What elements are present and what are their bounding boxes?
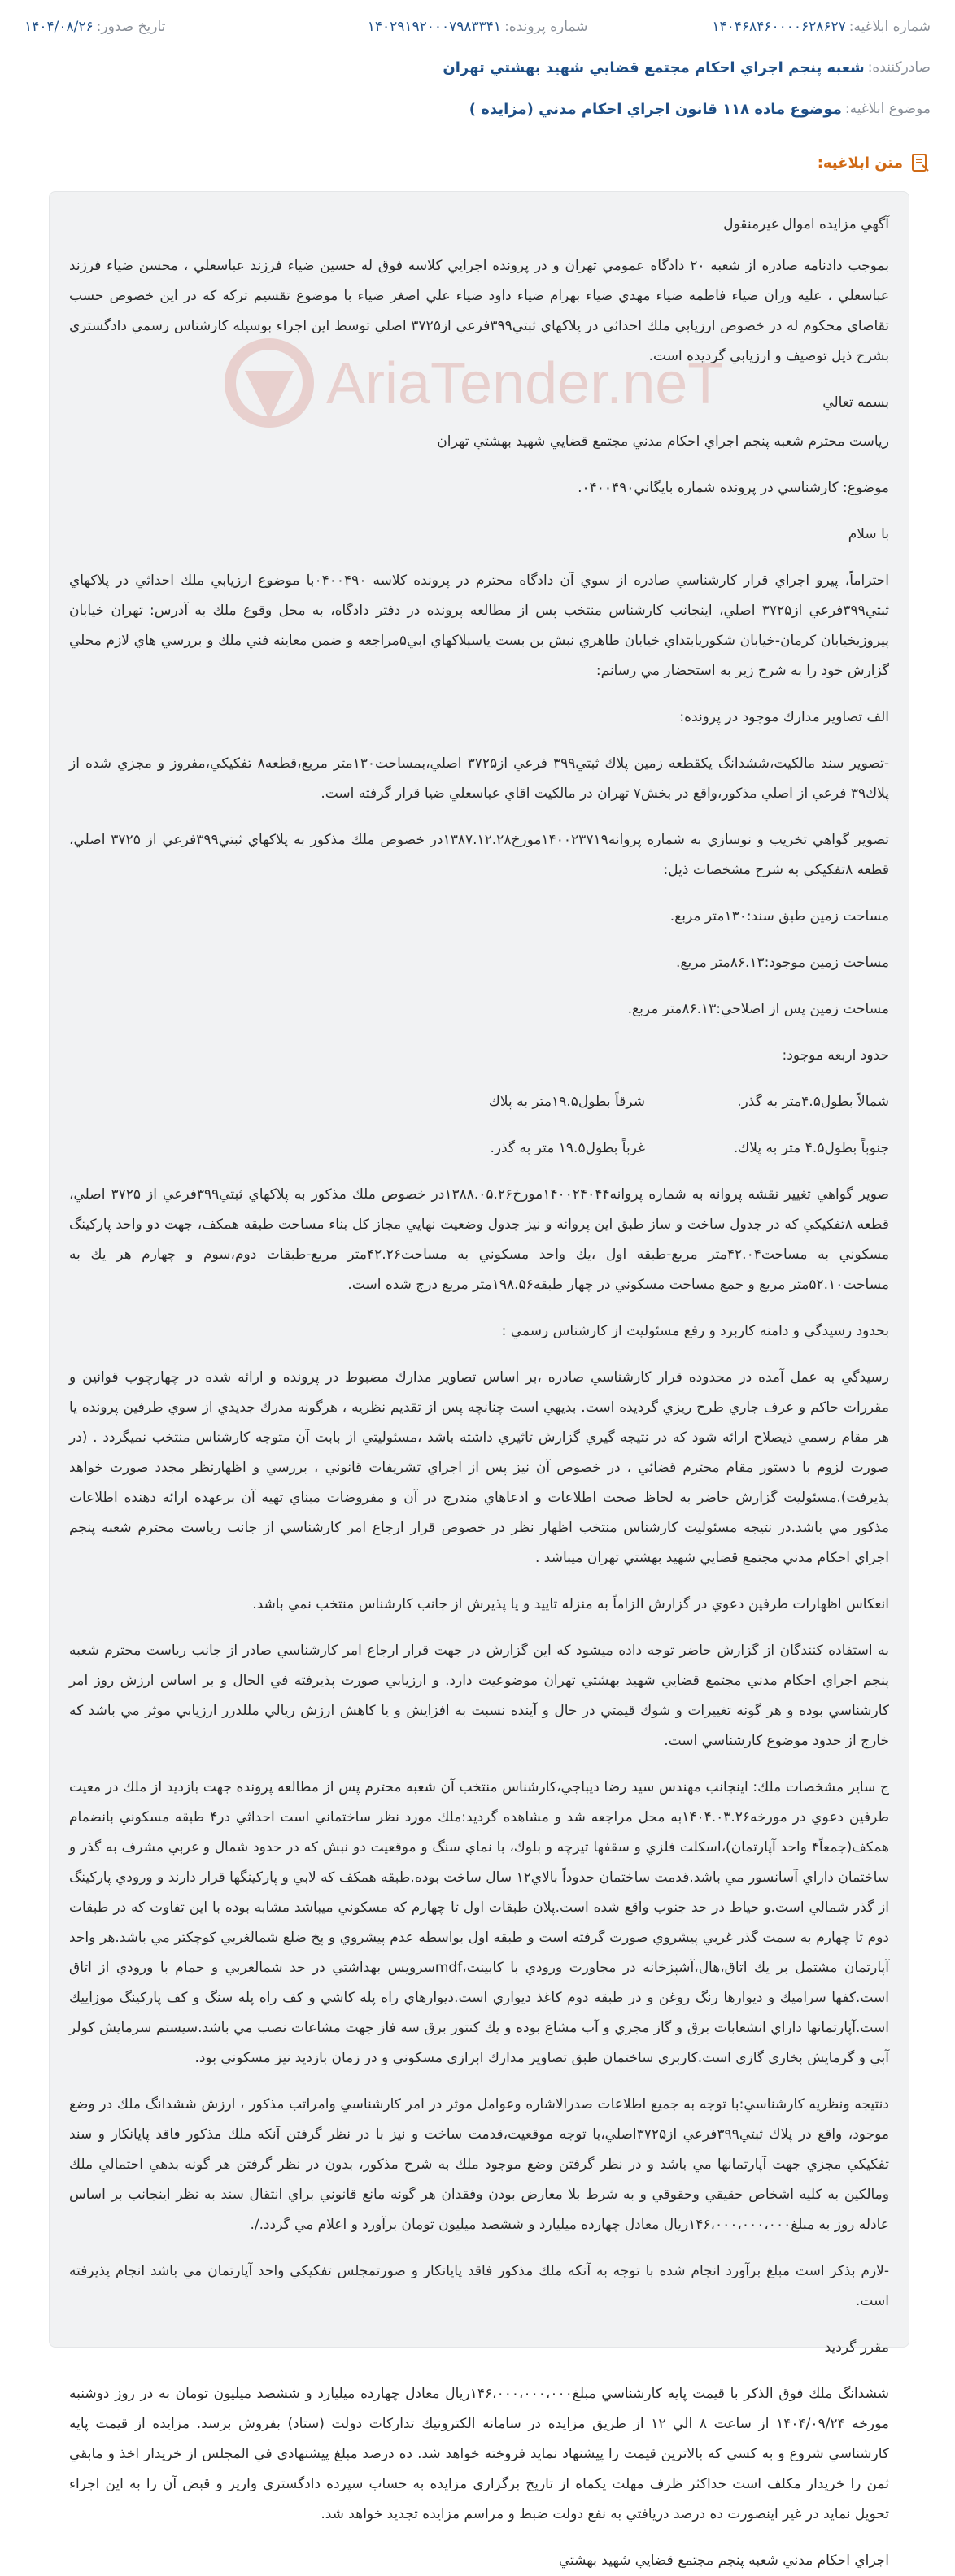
decision-title: مقرر گرديد	[824, 2339, 889, 2356]
subject-row	[24, 86, 931, 132]
boundary-east: شرقاً بطول۱۹.۵متر به پلاك	[488, 1094, 645, 1110]
section-a-title: الف تصاوير مدارك موجود در پرونده:	[679, 709, 889, 725]
case-number: ۱۴۰۲۹۱۹۲۰۰۰۷۹۸۳۳۴۱	[367, 19, 502, 35]
paragraph-note: -لازم بذكر است مبلغ برآورد انجام شده با توجه به آنكه ملك مذكور فاقد پايانكار و صورتمجلس تفكيكي واحد آپارتمان مي باشد انجام پذيرفته است.	[69, 2263, 889, 2309]
notice-number-cell	[629, 19, 931, 35]
notice-body	[49, 191, 909, 2569]
issue-date-cell	[24, 19, 326, 35]
ad-title: آگهي مزايده اموال غيرمنقول	[723, 216, 889, 233]
svg-text:AriaTender.neT: AriaTender.neT	[326, 351, 724, 416]
document-icon	[909, 152, 931, 173]
meta-top-row	[24, 0, 931, 49]
paragraph-deed: -تصوير سند مالكيت،ششدانگ يكقطعه زمين پلاك ثبتي۳۹۹ فرعي از۳۷۲۵ اصلي،بمساحت۱۳۰متر مربع،قطعه۸ تفكيكي،مفروز و مجزي شده از پلاك۳۹ فرعي از اصلي مذكور،واقع در بخش۷ تهران در مالكيت اقاي عباسعلي ضيا قرار گرفته است.	[69, 755, 889, 802]
notice-meta	[0, 0, 955, 171]
issue-date: ۱۴۰۴/۰۸/۲۶	[24, 19, 94, 35]
boundaries-title: حدود اربعه موجود:	[782, 1047, 889, 1064]
notice-text-label: متن ابلاغيه:	[817, 154, 903, 172]
paragraph-plan-change: صوير گواهي تغيير نقشه پروانه به شماره پروانه۱۴۰۰۲۴۰۴۴مورخ۱۳۸۸.۰۵.۲۶در خصوص ملك مذكور به پلاكهاي ثبتي۳۹۹فرعي از ۳۷۲۵ اصلي، قطعه ۸تفكيكي كه در جدول ساخت و ساز طبق اين پروانه و نيز جدول وضعيت نهايي مجاز كل بناء مساحت طبقه همكف، جهت دو واحد پاركينگ مسكوني به مساحت۴۲.۰۴متر مربع-طبقه اول ،يك واحد مسكوني به مساحت۴۲.۲۶متر مربع-طبقات دوم،سوم و چهارم هر يك به مساحت۵۲.۱۰متر مربع و جمع مساحت مسكوني در چهار طبقه۱۹۸.۵۶متر مربع درج شده است.	[69, 1186, 889, 1293]
paragraph-auction-terms: ششدانگ ملك فوق الذكر با قيمت پايه كارشناسي مبلغ۱۴۶،۰۰۰،۰۰۰،۰۰۰ريال معادل چهارده ميليارد و ششصد ميليون تومان به در روز دوشنبه مورخه ۱۴۰۴/۰۹/۲۴ از ساعت ۸ الي ۱۲ از طريق مزايده در سامانه الكترونيك تداركات دولت (ستاد) بفروش برسد. مزايده از قيمت پايه كارشناسي شروع و به كسي كه بالاترين قيمت را پيشنهاد نمايد فروخته خواهد شد. ده درصد مبلغ پيشنهادي في المجلس از خريدار اخذ و مابقي ثمن را خريدار مكلف است حداكثر ظرف مهلت يكماه از تاريخ برگزاري مزايده به حساب سپرده دادگستري واريز و قبض آن را به اين اجراء تحويل نمايد در غير اينصورت ده درصد دريافتي به نفع دولت ضبط و مراسم مزايده تجديد خواهد شد.	[69, 2386, 890, 2522]
boundary-south: جنوباً بطول۴.۵ متر به پلاك.	[733, 1140, 889, 1156]
case-number-label: شماره پرونده:	[504, 19, 588, 35]
issuer: شعبه پنجم اجراي احكام مجتمع قضايي شهيد بهشتي تهران	[443, 59, 865, 76]
greeting: با سلام	[848, 526, 889, 542]
addressee: رياست محترم شعبه پنجم اجراي احكام مدني مجتمع قضايي شهيد بهشتي تهران	[437, 433, 889, 450]
scope-title: بحدود رسيدگي و دامنه كاربرد و رفع مسئوليت از كارشناس رسمي :	[501, 1323, 889, 1339]
issuer-label: صادرکننده:	[867, 59, 931, 76]
paragraph-property-details: ج ساير مشخصات ملك: اينجانب مهندس سيد رضا ديباجي،كارشناس منتخب آن شعبه محترم پس از مطالعه پرونده جهت بازديد از ملك در معيت طرفين دعوي در مورخه۱۴۰۴.۰۳.۲۶به محل مراجعه شد و مشاهده گرديد:ملك مورد نظر ساختماني است احداثي در۴ طبقه مسكوني بانضمام همكف(جمعاً۴ واحد آپارتمان)،اسكلت فلزي و سقفها تيرچه و بلوك، با نماي سنگ و موقعيت دو نبش كه در حدود شمال و غربي مشرف به گذر و ساختمان داراي آسانسور مي باشد.قدمت ساختمان حدوداً بالاي۱۲ سال ساخت بوده.طبقه همكف كه لابي و پاركينگها قرار دارند و ورودي پاركينگ از گذر شمالي است.و حياط در حد جنوب واقع شده است.پلان طبقات اول تا چهارم كه مسكوني ميباشد مشابه بوده با اين تفاوت كه در طبقات دوم تا چهارم به سمت گذر غربي پيشروي صورت گرفته است و طبقه اول بواسطه عدم پيشروي و پخ ضلع شمالغربي كوچكتر مي باشد.هر واحد آپارتمان مشتمل بر يك اتاق،هال،آشپزخانه در مجاورت ورودي با كابينت،mdfسرويس بهداشتي در حد شمالغربي و حمام با ورودي از اتاق است.كفها سراميك و ديوارها رنگ روغن و در طبقه دوم كاغذ ديواري است.ديوارهاي راه پله كاشي و كف راه پله سنگ و كف پاركينگ موزاييك است.آپارتمانها داراي انشعابات برق و گاز مجزي و آب مشاع بوده و يك كنتور برق سه فاز جهت مشاعات نصب مي باشد.سيستم سرمايش كولر آبي و گرمايش بخاري گازي است.كاربري ساختمان طبق تصاوير مدارك ابرازي مسكوني و در زمان بازديد نيز مسكوني بود.	[69, 1779, 889, 2066]
boundary-west: غرباً بطول۱۹.۵ متر به گذر.	[490, 1140, 645, 1156]
basmala: بسمه تعالي	[822, 394, 889, 411]
subject-label: موضوع ابلاغيه:	[844, 101, 931, 117]
notice-text-heading	[24, 141, 931, 184]
paragraph-parties: انعكاس اظهارات طرفين دعوي در گزارش الزاماً به منزله تاييد و يا پذيرش از جانب كارشناس منتخب نمي باشد.	[252, 1596, 889, 1612]
area-existing: مساحت زمين موجود:۸۶.۱۳متر مربع.	[676, 955, 889, 971]
issuer-row	[24, 49, 931, 86]
notice-number-label: شماره ابلاغيه:	[848, 19, 931, 35]
case-number-cell	[326, 19, 628, 35]
boundaries-row-1	[69, 1087, 889, 1117]
boundaries-row-2	[69, 1134, 889, 1164]
paragraph-conclusion: دنتيجه ونظريه كارشناسي:با توجه به جميع اطلاعات صدرالاشاره وعوامل موثر در امر كارشناسي وامراتب مذكور ، ارزش ششدانگ ملك در وضع موجود، واقع در پلاك ثبتي۳۹۹فرعي از۳۷۲۵اصلي،با توجه موقعيت،قدمت ساخت و نيز با در نظر گرفتن آنكه ملك مذكور فاقد پايانكار و سند تفكيكي مجزي جهت آپارتمانها مي باشد و در نظر گرفتن وضع موجود ملك به شرح مذكور، بدون در نظر گرفتن هر گونه بدهي احتمالي ملك ومالكين به كليه اشخاص حقيقي وحقوقي و به شرط بلا معارض بودن وفقدان هر گونه مانع قانوني براي انتقال سند به نظر اينجانب بر اساس عادله روز به مبلغ۱۴۶،۰۰۰،۰۰۰،۰۰۰ريال معادل چهارده ميليارد و ششصد ميليون تومان برآورد و اعلام مي گردد./.	[69, 2096, 889, 2233]
paragraph-judgment: بموجب دادنامه صادره از شعبه ۲۰ دادگاه عمومي تهران و در پرونده اجرايي كلاسه فوق له حسين ضياء فرزند عباسعلي ، محسن ضياء فرزند عباسعلي ، عليه وران ضياء فاطمه ضياء مهدي ضياء بهرام ضياء داود ضياء علي اصغر ضياء با موضوع تقسيم تركه كه در اين خصوص حسب تقاضاي محكوم له در خصوص ارزيابي ملك احداثي در پلاكهاي ثبتي۳۹۹فرعي از۳۷۲۵ اصلي توسط اين اجراء بوسيله كارشناس رسمي دادگستري بشرح ذيل توصيف و ارزيابي گرديده است.	[69, 258, 890, 364]
area-deed: مساحت زمين طبق سند:۱۳۰متر مربع.	[669, 908, 889, 925]
notice-number: ۱۴۰۴۶۸۴۶۰۰۰۰۶۲۸۶۲۷	[712, 19, 846, 35]
paragraph-intro: احتراماً، پيرو اجراي قرار كارشناسي صادره از سوي آن دادگاه محترم در پرونده كلاسه ۰۴۰۰۴۹۰با موضوع ارزيابي ملك احداثي در پلاكهاي ثبتي۳۹۹فرعي از۳۷۲۵ اصلي، اينجانب كارشناس منتخب پس از مطالعه پرونده در دفتر دادگاه، به محل وقوع ملك به آدرس: تهران خيابان پيروزيخيابان كرمان-خيابان شكوريابتداي خيابان طاهري نبش بن بست ياسپلاكهاي ابي۵مراجعه و ضمن معاينه فني ملك و بررسي هاي لازم محلي گزارش خود را به شرح زير به استحضار مي رسانم:	[69, 572, 890, 679]
signature: اجراي احكام مدني شعبه پنجم مجتمع قضايي شهيد بهشتي	[558, 2552, 889, 2569]
boundary-north: شمالاً بطول۴.۵متر به گذر.	[737, 1094, 889, 1110]
paragraph-scope: رسيدگي به عمل آمده در محدوده قرار كارشناسي صادره ،بر اساس تصاوير مدارك مضبوط در پرونده و ارائه شده در چهارچوب قوانين و مقررات حاكم و عرف جاري طرح ريزي گرديده است. بديهي است چنانچه پس از تقديم نظريه ، هرگونه مدرك جديدي از سوي طرفين پرونده يا هر مقام رسمي ذيصلاح ارائه شود كه در نتيجه گيري گزارش تاثيري داشته باشد ،مسئوليتي از بابت آن متوجه كارشناس منتخب نميگردد . (در صورت لزوم با دستور مقام محترم قضائي ، در خصوص آن نيز پس از اجراي تشريفات قانوني ، بررسي و اظهارنظر مجدد صورت خواهد پذيرفت).مسئوليت گزارش حاضر به لحاظ صحت اطلاعات و ادعاهاي مندرج در آن و مفروضات مبناي تهيه آن برعهده ارائه دهنده اطلاعات مذكور مي باشد.در نتيجه مسئوليت كارشناس منتخب اظهار نظر در خصوص قرار ارجاع امر كارشناسي از جانب رياست محترم شعبه پنجم اجراي احكام مدني مجتمع قضايي شهيد بهشتي تهران ميباشد .	[69, 1369, 889, 1566]
paragraph-renovation: تصوير گواهي تخريب و نوسازي به شماره پروانه۱۴۰۰۲۳۷۱۹مورخ۱۳۸۷.۱۲.۲۸در خصوص ملك مذكور به پلاكهاي ثبتي۳۹۹فرعي از ۳۷۲۵ اصلي، قطعه ۸تفكيكي به شرح مشخصات ذيل:	[69, 832, 890, 878]
subject: موضوع ماده ۱۱۸ قانون اجراي احكام مدني (مزايده )	[469, 100, 842, 118]
paragraph-users: به استفاده كنندگان از گزارش حاضر توجه داده ميشود كه اين گزارش در جهت قرار ارجاع امر كارشناسي صادر از جانب رياست محترم شعبه پنجم اجراي احكام مدني مجتمع قضايي شهيد بهشتي تهران موضوعيت دارد. و ارزيابي صورت پذيرفته في الحال و بر اساس ارزش روز امر كارشناسي بوده و هر گونه تغييرات و شوك قيمتي در حال و آينده نسبت به افزايش و يا كاهش ارزش ريالي مللدرر ارزيابي موثر مي باشد كه خارج از حدود موضوع كارشناسي است.	[69, 1643, 889, 1749]
expert-subject: موضوع: كارشناسي در پرونده شماره بايگاني۰۴۰۰۴۹۰.	[578, 480, 889, 496]
area-corrected: مساحت زمين پس از اصلاحي:۸۶.۱۳متر مربع.	[627, 1001, 889, 1017]
issue-date-label: تاريخ صدور:	[96, 19, 166, 35]
